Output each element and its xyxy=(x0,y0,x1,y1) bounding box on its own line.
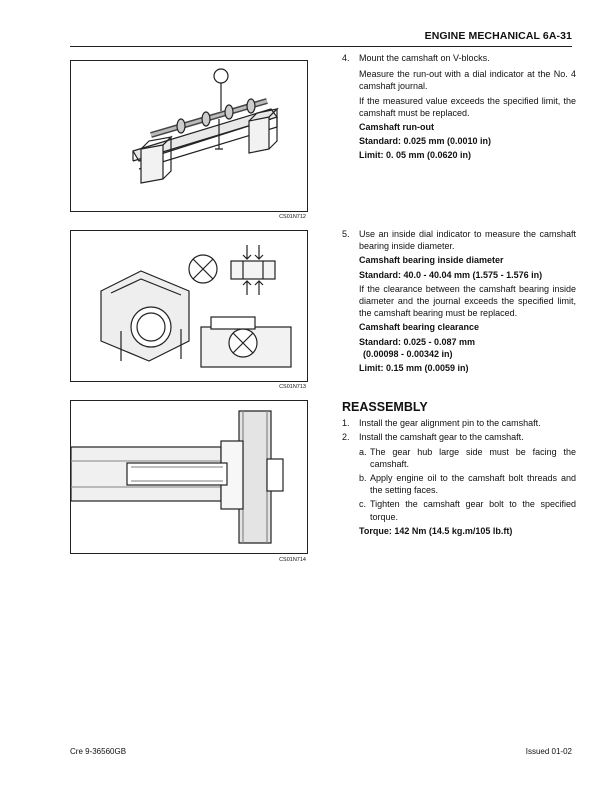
paragraph: If the measured value exceeds the specified limit, the camshaft must be replaced. xyxy=(359,95,576,118)
step-text: Install the camshaft gear to the camshaft. xyxy=(359,432,524,443)
spec-standard: Standard: 0.025 mm (0.0010 in) xyxy=(359,136,492,147)
page-header: ENGINE MECHANICAL 6A-31 xyxy=(424,30,572,42)
step-5-block xyxy=(342,228,576,374)
spec-standard: Standard: 40.0 - 40.04 mm (1.575 - 1.576 in) xyxy=(359,269,543,280)
spec-standard: Standard: 0.025 - 0.087 mm xyxy=(359,336,476,347)
step-4-block xyxy=(342,52,576,162)
step-number: 2. xyxy=(342,432,350,443)
step-number: 1. xyxy=(342,418,350,429)
substep-text: Tighten the camshaft gear bolt to the specified torque. xyxy=(370,499,576,522)
substep-text: The gear hub large side must be facing the camshaft. xyxy=(370,446,576,469)
figure-code: CS01N714 xyxy=(279,557,306,563)
spec-limit: Limit: 0.15 mm (0.0059 in) xyxy=(359,363,469,374)
section-heading: REASSEMBLY xyxy=(342,400,428,414)
figure-code: CS01N713 xyxy=(279,384,306,390)
spec-title: Camshaft run-out xyxy=(359,122,434,133)
reassembly-block xyxy=(342,401,576,537)
substep-letter: a. xyxy=(359,446,367,457)
spec-standard-inches: (0.00098 - 0.00342 in) xyxy=(363,348,453,359)
footer-issued: Issued 01-02 xyxy=(525,747,572,756)
step-number: 5. xyxy=(342,229,350,239)
figure-camshaft-gear xyxy=(70,400,308,554)
paragraph: If the clearance between the camshaft bearing inside diameter and the journal exceeds the specified limit, the camshaft bearing must be replaced. xyxy=(359,283,576,319)
camshaft-gear-illustration xyxy=(71,401,307,553)
substep-text: Apply engine oil to the camshaft bolt threads and the setting faces. xyxy=(370,473,576,496)
substep-letter: c. xyxy=(359,499,367,510)
figure-code: CS01N712 xyxy=(279,214,306,220)
bearing-measure-illustration xyxy=(71,231,307,381)
camshaft-vblock-illustration xyxy=(71,61,307,211)
step-number: 4. xyxy=(342,53,350,63)
step-text: Mount the camshaft on V-blocks. xyxy=(359,53,490,63)
figure-camshaft-runout xyxy=(70,60,308,212)
spec-title: Camshaft bearing inside diameter xyxy=(359,255,504,266)
footer-doc-code: Cre 9-36560GB xyxy=(70,747,127,756)
step-text: Install the gear alignment pin to the camshaft. xyxy=(359,418,541,429)
spec-title: Camshaft bearing clearance xyxy=(359,322,480,333)
step-text: Use an inside dial indicator to measure the camshaft bearing inside diameter. xyxy=(359,229,576,252)
spec-limit: Limit: 0. 05 mm (0.0620 in) xyxy=(359,150,472,161)
substep-letter: b. xyxy=(359,473,367,484)
header-rule xyxy=(70,46,572,47)
torque-spec: Torque: 142 Nm (14.5 kg.m/105 lb.ft) xyxy=(359,525,513,536)
figure-bearing-diameter xyxy=(70,230,308,382)
paragraph: Measure the run-out with a dial indicator at the No. 4 camshaft journal. xyxy=(359,69,576,92)
